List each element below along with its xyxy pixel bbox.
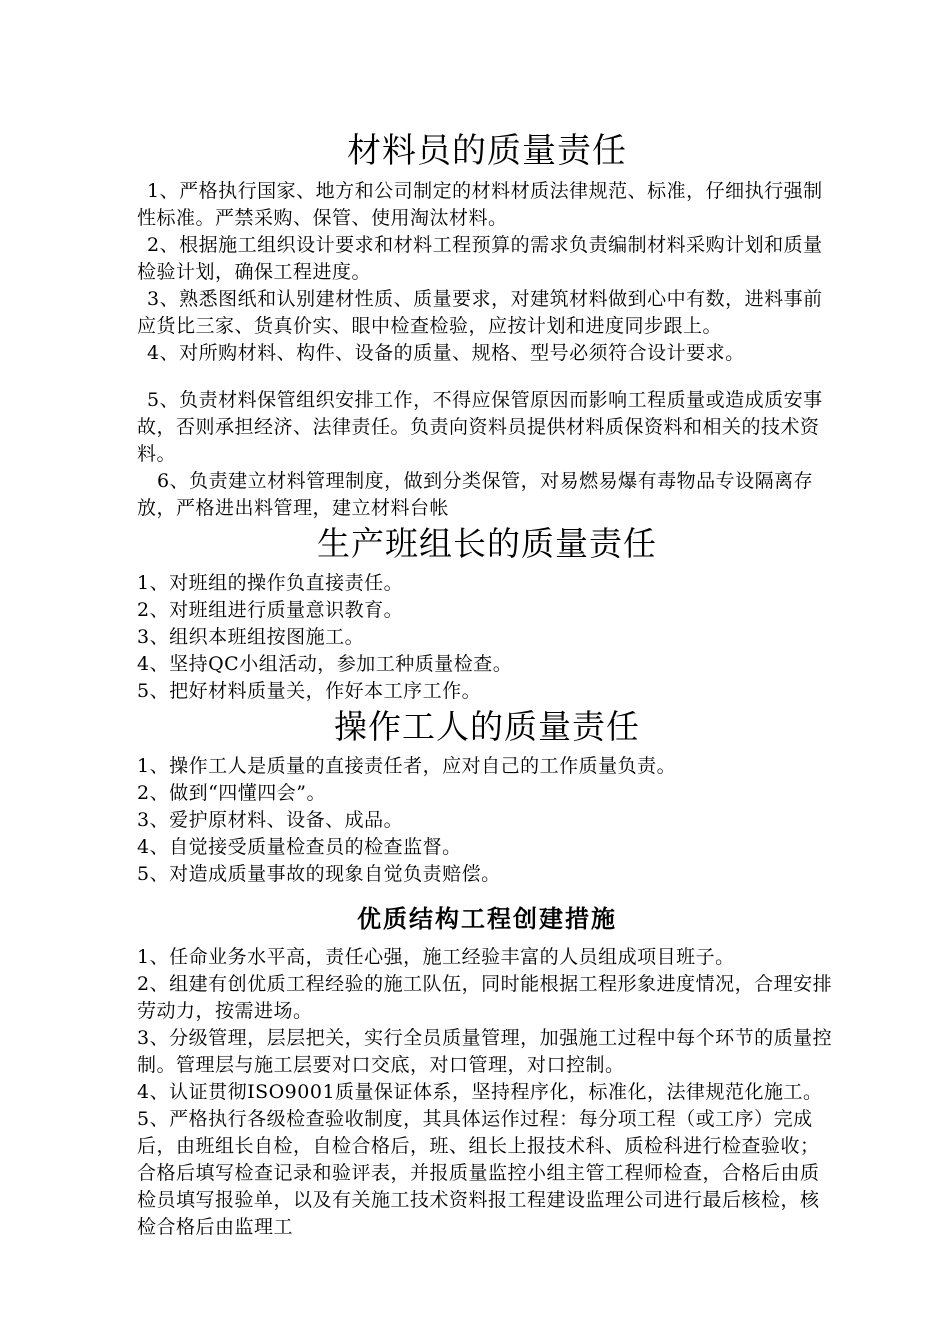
list-item: 5、把好材料质量关，作好本工序工作。 bbox=[137, 680, 482, 702]
section-team-leader bbox=[137, 570, 837, 705]
list-item: 5、严格执行各级检查验收制度，其具体运作过程：每分项工程（或工序）完成后，由班组长自检，自检合格后，班、组长上报技术科、质检科进行检查验收；合格后填写检查记录和验评表，并报质量监控小组主管工程师检查，合格后由质检员填写报验单，以及有关施工技术资料报工程建设监理公司进行最后核检，核检合格后由监理工 bbox=[137, 1108, 820, 1238]
list-item: 3、分级管理，层层把关，实行全员质量管理，加强施工过程中每个环节的质量控制。管理层与施工层要对口交底，对口管理，对口控制。 bbox=[137, 1027, 833, 1076]
list-item: 1、操作工人是质量的直接责任者，应对自己的工作质量负责。 bbox=[137, 755, 677, 777]
list-item: 6、负责建立材料管理制度，做到分类保管，对易燃易爆有毒物品专设隔离存放，严格进出料管理，建立材料台帐 bbox=[137, 470, 814, 519]
section-workers bbox=[137, 753, 837, 888]
list-item: 3、组织本班组按图施工。 bbox=[137, 626, 365, 648]
list-item: 3、熟悉图纸和认别建材性质、质量要求，对建筑材料做到心中有数，进料事前应货比三家、货真价实、眼中检查检验，应按计划和进度同步跟上。 bbox=[137, 288, 823, 337]
section-quality-measures bbox=[137, 944, 837, 1241]
list-item: 1、任命业务水平高，责任心强，施工经验丰富的人员组成项目班子。 bbox=[137, 946, 735, 968]
list-item: 4、自觉接受质量检查员的检查监督。 bbox=[137, 836, 462, 858]
list-item: 2、做到“四懂四会”。 bbox=[137, 782, 327, 804]
list-item: 4、对所购材料、构件、设备的质量、规格、型号必须符合设计要求。 bbox=[147, 342, 745, 364]
list-item: 4、认证贯彻ISO9001质量保证体系，坚持程序化，标准化，法律规范化施工。 bbox=[137, 1081, 823, 1103]
list-item: 2、对班组进行质量意识教育。 bbox=[137, 599, 404, 621]
list-item: 2、组建有创优质工程经验的施工队伍，同时能根据工程形象进度情况，合理安排劳动力，按需进场。 bbox=[137, 973, 833, 1022]
list-item: 2、根据施工组织设计要求和材料工程预算的需求负责编制材料采购计划和质量检验计划，确保工程进度。 bbox=[137, 234, 823, 283]
document-page bbox=[137, 128, 837, 1241]
section-title-workers: 操作工人的质量责任 bbox=[334, 707, 640, 746]
section-title-quality-measures: 优质结构工程创建措施 bbox=[357, 905, 617, 933]
list-item: 1、严格执行国家、地方和公司制定的材料材质法律规范、标准，仔细执行强制性标准。严禁采购、保管、使用淘汰材料。 bbox=[137, 180, 823, 229]
section-material-officer bbox=[137, 178, 837, 522]
section-title-material-officer: 材料员的质量责任 bbox=[347, 131, 627, 171]
list-item: 5、对造成质量事故的现象自觉负责赔偿。 bbox=[137, 863, 501, 885]
list-item: 3、爱护原材料、设备、成品。 bbox=[137, 809, 404, 831]
list-item: 1、对班组的操作负直接责任。 bbox=[137, 572, 404, 594]
section-title-team-leader: 生产班组长的质量责任 bbox=[317, 524, 657, 563]
list-item: 4、坚持QC小组活动，参加工种质量检查。 bbox=[137, 653, 513, 675]
list-item: 5、负责材料保管组织安排工作，不得应保管原因而影响工程质量或造成质安事故，否则承担经济、法律责任。负责向资料员提供材料质保资料和相关的技术资料。 bbox=[137, 389, 823, 465]
